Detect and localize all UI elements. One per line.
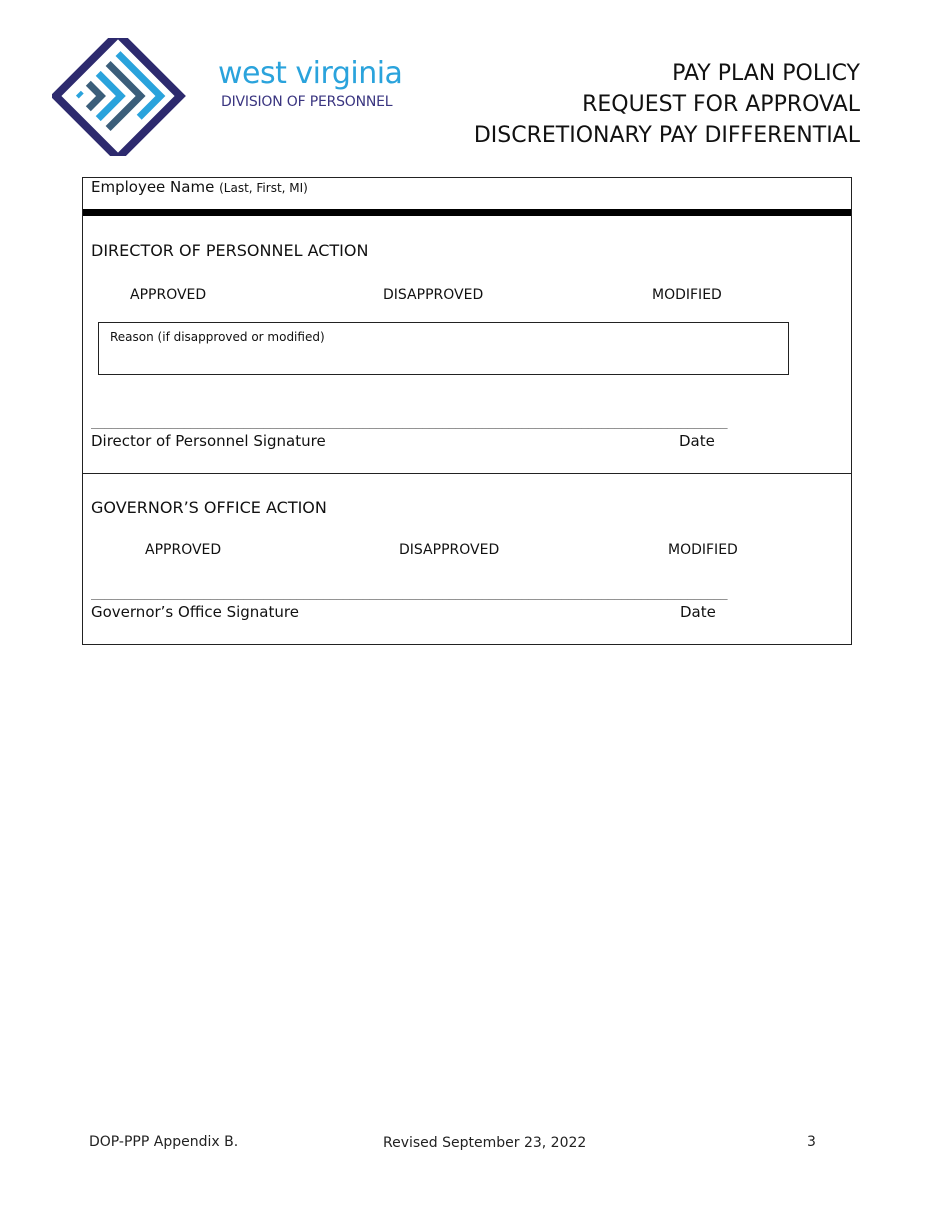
document-title (474, 58, 860, 151)
reason-input[interactable] (98, 322, 789, 375)
governor-modified-option[interactable]: MODIFIED (668, 542, 738, 558)
governor-signature-line[interactable]: ________________________________________________________________________________________________ (91, 586, 727, 600)
footer-revised-date: Revised September 23, 2022 (383, 1135, 587, 1151)
director-section-title: DIRECTOR OF PERSONNEL ACTION (91, 241, 369, 260)
logo-wordmark: west virginia (218, 56, 403, 91)
governor-signature-label: Governor’s Office Signature (91, 603, 299, 621)
title-line-2: REQUEST FOR APPROVAL (582, 92, 860, 117)
west-virginia-logo-icon (52, 38, 202, 156)
reason-label: Reason (if disapproved or modified) (110, 330, 325, 344)
footer-appendix: DOP-PPP Appendix B. (89, 1134, 239, 1150)
director-signature-label: Director of Personnel Signature (91, 432, 326, 450)
director-signature-line[interactable]: ________________________________________________________________________________________________ (91, 415, 727, 429)
employee-name-hint: (Last, First, MI) (219, 181, 308, 195)
title-line-3: DISCRETIONARY PAY DIFFERENTIAL (473, 123, 860, 148)
logo-subtitle: DIVISION OF PERSONNEL (221, 94, 393, 110)
governor-date-label: Date (680, 603, 716, 621)
governor-disapproved-option[interactable]: DISAPPROVED (399, 542, 500, 558)
approval-form (82, 177, 852, 645)
governor-section-title: GOVERNOR’S OFFICE ACTION (91, 498, 327, 517)
section-divider (83, 473, 851, 474)
employee-name-field[interactable] (91, 178, 308, 196)
director-disapproved-option[interactable]: DISAPPROVED (383, 287, 484, 303)
footer-page-number: 3 (807, 1134, 816, 1150)
director-modified-option[interactable]: MODIFIED (652, 287, 722, 303)
thick-divider (83, 209, 851, 216)
employee-name-label: Employee Name (91, 178, 215, 196)
title-line-1: PAY PLAN POLICY (672, 61, 860, 86)
governor-approved-option[interactable]: APPROVED (145, 542, 222, 558)
director-date-label: Date (679, 432, 715, 450)
director-approved-option[interactable]: APPROVED (130, 287, 207, 303)
